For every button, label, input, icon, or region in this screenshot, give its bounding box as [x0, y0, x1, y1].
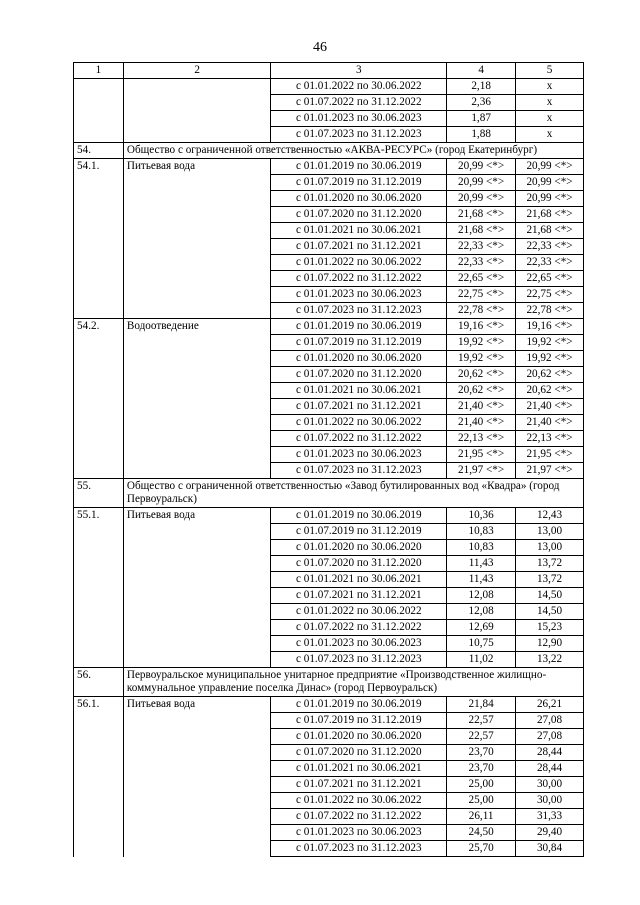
section-number: 55.	[74, 479, 124, 508]
item-number	[74, 303, 124, 319]
period-cell: с 01.01.2022 по 30.06.2022	[271, 415, 447, 431]
period-cell: с 01.07.2022 по 31.12.2022	[271, 95, 447, 111]
value-col4: 2,18	[447, 79, 516, 95]
table-row	[74, 463, 584, 479]
period-cell: с 01.07.2020 по 31.12.2020	[271, 367, 447, 383]
item-number	[74, 777, 124, 793]
section-name: Общество с ограниченной ответственностью «Завод бутилированных вод «Квадра» (город Первоуральск)	[123, 479, 583, 508]
period-cell: с 01.07.2023 по 31.12.2023	[271, 303, 447, 319]
value-col5: 14,50	[516, 588, 584, 604]
service-name	[123, 636, 271, 652]
item-number	[74, 127, 124, 143]
value-col5: 29,40	[516, 825, 584, 841]
period-cell: с 01.07.2020 по 31.12.2020	[271, 745, 447, 761]
value-col5: 20,62 <*>	[516, 383, 584, 399]
section-row	[74, 143, 584, 159]
value-col4: 12,08	[447, 604, 516, 620]
service-name	[123, 399, 271, 415]
header-cell: 4	[447, 63, 516, 79]
table-row	[74, 636, 584, 652]
value-col4: 25,00	[447, 793, 516, 809]
table-row	[74, 223, 584, 239]
value-col5: 21,68 <*>	[516, 223, 584, 239]
value-col4: 20,62 <*>	[447, 367, 516, 383]
table-row	[74, 351, 584, 367]
item-number	[74, 111, 124, 127]
value-col4: 21,68 <*>	[447, 207, 516, 223]
table-row	[74, 271, 584, 287]
value-col5: 31,33	[516, 809, 584, 825]
item-number	[74, 825, 124, 841]
value-col4: 22,33 <*>	[447, 255, 516, 271]
item-number	[74, 524, 124, 540]
item-number: 56.1.	[74, 697, 124, 713]
service-name: Питьевая вода	[123, 159, 271, 175]
value-col5: 22,65 <*>	[516, 271, 584, 287]
item-number	[74, 463, 124, 479]
table-row	[74, 415, 584, 431]
period-cell: с 01.01.2019 по 30.06.2019	[271, 697, 447, 713]
service-name	[123, 255, 271, 271]
value-col5: 28,44	[516, 745, 584, 761]
value-col4: 10,75	[447, 636, 516, 652]
period-cell: с 01.07.2022 по 31.12.2022	[271, 620, 447, 636]
service-name: Питьевая вода	[123, 697, 271, 713]
period-cell: с 01.01.2023 по 30.06.2023	[271, 111, 447, 127]
value-col4: 21,68 <*>	[447, 223, 516, 239]
value-col4: 22,57	[447, 729, 516, 745]
period-cell: с 01.07.2023 по 31.12.2023	[271, 463, 447, 479]
service-name	[123, 127, 271, 143]
service-name	[123, 604, 271, 620]
period-cell: с 01.07.2023 по 31.12.2023	[271, 841, 447, 857]
item-number	[74, 841, 124, 857]
value-col5: 20,99 <*>	[516, 191, 584, 207]
period-cell: с 01.07.2020 по 31.12.2020	[271, 556, 447, 572]
value-col5: 27,08	[516, 729, 584, 745]
period-cell: с 01.07.2019 по 31.12.2019	[271, 335, 447, 351]
period-cell: с 01.01.2022 по 30.06.2022	[271, 793, 447, 809]
value-col4: 22,57	[447, 713, 516, 729]
section-name: Первоуральское муниципальное унитарное предприятие «Производственное жилищно-коммунальное управление поселка Динас» (город Первоуральск)	[123, 668, 583, 697]
period-cell: с 01.01.2021 по 30.06.2021	[271, 572, 447, 588]
service-name	[123, 79, 271, 95]
value-col4: 22,78 <*>	[447, 303, 516, 319]
value-col4: 19,92 <*>	[447, 335, 516, 351]
item-number	[74, 620, 124, 636]
value-col5: 20,62 <*>	[516, 367, 584, 383]
item-number	[74, 604, 124, 620]
value-col4: 22,75 <*>	[447, 287, 516, 303]
table-row	[74, 239, 584, 255]
item-number	[74, 761, 124, 777]
service-name: Питьевая вода	[123, 508, 271, 524]
value-col5: 19,16 <*>	[516, 319, 584, 335]
item-number	[74, 79, 124, 95]
value-col5: 21,40 <*>	[516, 415, 584, 431]
value-col4: 23,70	[447, 745, 516, 761]
table-row	[74, 540, 584, 556]
value-col4: 21,40 <*>	[447, 399, 516, 415]
value-col4: 23,70	[447, 761, 516, 777]
value-col5: 22,33 <*>	[516, 239, 584, 255]
value-col4: 20,99 <*>	[447, 191, 516, 207]
value-col4: 25,70	[447, 841, 516, 857]
value-col5: 13,72	[516, 572, 584, 588]
period-cell: с 01.01.2020 по 30.06.2020	[271, 729, 447, 745]
header-cell: 2	[123, 63, 271, 79]
service-name	[123, 303, 271, 319]
service-name	[123, 825, 271, 841]
table-row	[74, 777, 584, 793]
item-number	[74, 745, 124, 761]
service-name	[123, 540, 271, 556]
table-row	[74, 175, 584, 191]
table-row	[74, 841, 584, 857]
value-col5: 22,75 <*>	[516, 287, 584, 303]
table-row	[74, 447, 584, 463]
value-col4: 22,33 <*>	[447, 239, 516, 255]
value-col4: 12,08	[447, 588, 516, 604]
value-col4: 12,69	[447, 620, 516, 636]
tariff-table	[73, 62, 584, 857]
value-col5: х	[516, 79, 584, 95]
service-name	[123, 207, 271, 223]
table-row	[74, 572, 584, 588]
item-number	[74, 556, 124, 572]
table-row	[74, 793, 584, 809]
value-col4: 21,40 <*>	[447, 415, 516, 431]
service-name	[123, 652, 271, 668]
service-name	[123, 793, 271, 809]
page-number: 46	[313, 40, 327, 55]
section-row	[74, 479, 584, 508]
value-col5: 30,00	[516, 777, 584, 793]
section-number: 56.	[74, 668, 124, 697]
item-number	[74, 383, 124, 399]
value-col5: 15,23	[516, 620, 584, 636]
value-col5: 30,84	[516, 841, 584, 857]
period-cell: с 01.01.2020 по 30.06.2020	[271, 191, 447, 207]
value-col5: 30,00	[516, 793, 584, 809]
value-col4: 10,83	[447, 524, 516, 540]
table-row	[74, 319, 584, 335]
table-row	[74, 761, 584, 777]
item-number	[74, 431, 124, 447]
service-name	[123, 777, 271, 793]
period-cell: с 01.07.2023 по 31.12.2023	[271, 127, 447, 143]
service-name	[123, 335, 271, 351]
item-number	[74, 351, 124, 367]
section-name: Общество с ограниченной ответственностью «АКВА-РЕСУРС» (город Екатеринбург)	[123, 143, 583, 159]
value-col5: х	[516, 111, 584, 127]
period-cell: с 01.01.2022 по 30.06.2022	[271, 79, 447, 95]
table-row	[74, 399, 584, 415]
period-cell: с 01.07.2019 по 31.12.2019	[271, 524, 447, 540]
service-name	[123, 841, 271, 857]
table-row	[74, 652, 584, 668]
value-col4: 1,87	[447, 111, 516, 127]
service-name	[123, 223, 271, 239]
item-number	[74, 207, 124, 223]
item-number	[74, 271, 124, 287]
service-name	[123, 761, 271, 777]
item-number	[74, 287, 124, 303]
service-name	[123, 620, 271, 636]
value-col4: 26,11	[447, 809, 516, 825]
service-name	[123, 572, 271, 588]
period-cell: с 01.01.2023 по 30.06.2023	[271, 825, 447, 841]
table-row	[74, 604, 584, 620]
service-name	[123, 809, 271, 825]
value-col5: 13,00	[516, 540, 584, 556]
period-cell: с 01.07.2019 по 31.12.2019	[271, 175, 447, 191]
period-cell: с 01.01.2023 по 30.06.2023	[271, 447, 447, 463]
period-cell: с 01.01.2022 по 30.06.2022	[271, 255, 447, 271]
service-name	[123, 588, 271, 604]
value-col5: 27,08	[516, 713, 584, 729]
value-col5: 19,92 <*>	[516, 351, 584, 367]
value-col5: х	[516, 127, 584, 143]
value-col4: 25,00	[447, 777, 516, 793]
value-col5: 21,97 <*>	[516, 463, 584, 479]
period-cell: с 01.07.2019 по 31.12.2019	[271, 713, 447, 729]
period-cell: с 01.07.2021 по 31.12.2021	[271, 777, 447, 793]
value-col4: 24,50	[447, 825, 516, 841]
table-row	[74, 207, 584, 223]
period-cell: с 01.07.2021 по 31.12.2021	[271, 239, 447, 255]
value-col5: 21,95 <*>	[516, 447, 584, 463]
item-number	[74, 175, 124, 191]
value-col4: 21,97 <*>	[447, 463, 516, 479]
period-cell: с 01.07.2022 по 31.12.2022	[271, 809, 447, 825]
table-row	[74, 713, 584, 729]
value-col5: 22,78 <*>	[516, 303, 584, 319]
table-row	[74, 620, 584, 636]
value-col5: 19,92 <*>	[516, 335, 584, 351]
period-cell: с 01.07.2021 по 31.12.2021	[271, 399, 447, 415]
header-cell: 3	[271, 63, 447, 79]
service-name	[123, 729, 271, 745]
service-name	[123, 745, 271, 761]
value-col5: 26,21	[516, 697, 584, 713]
service-name	[123, 191, 271, 207]
value-col4: 19,16 <*>	[447, 319, 516, 335]
item-number	[74, 793, 124, 809]
value-col4: 11,43	[447, 572, 516, 588]
table-row	[74, 745, 584, 761]
table-body	[74, 63, 584, 857]
item-number	[74, 447, 124, 463]
service-name	[123, 713, 271, 729]
value-col5: 22,33 <*>	[516, 255, 584, 271]
item-number	[74, 367, 124, 383]
item-number	[74, 415, 124, 431]
item-number: 54.1.	[74, 159, 124, 175]
item-number	[74, 95, 124, 111]
value-col5: 13,72	[516, 556, 584, 572]
service-name	[123, 415, 271, 431]
table-row	[74, 556, 584, 572]
value-col5: 28,44	[516, 761, 584, 777]
period-cell: с 01.01.2020 по 30.06.2020	[271, 540, 447, 556]
table-row	[74, 191, 584, 207]
item-number	[74, 652, 124, 668]
service-name	[123, 431, 271, 447]
period-cell: с 01.01.2019 по 30.06.2019	[271, 508, 447, 524]
value-col5: 22,13 <*>	[516, 431, 584, 447]
section-number: 54.	[74, 143, 124, 159]
value-col4: 20,99 <*>	[447, 175, 516, 191]
service-name: Водоотведение	[123, 319, 271, 335]
service-name	[123, 524, 271, 540]
value-col4: 21,95 <*>	[447, 447, 516, 463]
table-row	[74, 729, 584, 745]
header-cell: 1	[74, 63, 124, 79]
period-cell: с 01.01.2023 по 30.06.2023	[271, 287, 447, 303]
service-name	[123, 556, 271, 572]
period-cell: с 01.01.2022 по 30.06.2022	[271, 604, 447, 620]
value-col5: х	[516, 95, 584, 111]
item-number	[74, 713, 124, 729]
period-cell: с 01.01.2021 по 30.06.2021	[271, 223, 447, 239]
period-cell: с 01.07.2020 по 31.12.2020	[271, 207, 447, 223]
item-number	[74, 540, 124, 556]
table-row	[74, 508, 584, 524]
service-name	[123, 367, 271, 383]
value-col5: 13,22	[516, 652, 584, 668]
value-col4: 11,43	[447, 556, 516, 572]
section-row	[74, 668, 584, 697]
table-row	[74, 524, 584, 540]
value-col4: 22,65 <*>	[447, 271, 516, 287]
value-col4: 20,62 <*>	[447, 383, 516, 399]
value-col4: 1,88	[447, 127, 516, 143]
period-cell: с 01.07.2022 по 31.12.2022	[271, 431, 447, 447]
table-row	[74, 111, 584, 127]
table-row	[74, 335, 584, 351]
table-row	[74, 367, 584, 383]
table-row	[74, 825, 584, 841]
item-number	[74, 399, 124, 415]
header-row	[74, 63, 584, 79]
item-number	[74, 809, 124, 825]
value-col4: 21,84	[447, 697, 516, 713]
table-row	[74, 159, 584, 175]
period-cell: с 01.01.2021 по 30.06.2021	[271, 383, 447, 399]
table-row	[74, 303, 584, 319]
value-col4: 20,99 <*>	[447, 159, 516, 175]
item-number	[74, 729, 124, 745]
value-col4: 2,36	[447, 95, 516, 111]
value-col4: 19,92 <*>	[447, 351, 516, 367]
table-row	[74, 127, 584, 143]
period-cell: с 01.01.2021 по 30.06.2021	[271, 761, 447, 777]
value-col5: 20,99 <*>	[516, 159, 584, 175]
period-cell: с 01.07.2021 по 31.12.2021	[271, 588, 447, 604]
item-number	[74, 335, 124, 351]
table-row	[74, 79, 584, 95]
item-number	[74, 255, 124, 271]
value-col4: 11,02	[447, 652, 516, 668]
item-number: 55.1.	[74, 508, 124, 524]
period-cell: с 01.01.2023 по 30.06.2023	[271, 636, 447, 652]
period-cell: с 01.01.2020 по 30.06.2020	[271, 351, 447, 367]
header-cell: 5	[516, 63, 584, 79]
period-cell: с 01.07.2023 по 31.12.2023	[271, 652, 447, 668]
table-row	[74, 431, 584, 447]
service-name	[123, 287, 271, 303]
value-col4: 10,36	[447, 508, 516, 524]
value-col5: 21,40 <*>	[516, 399, 584, 415]
service-name	[123, 463, 271, 479]
service-name	[123, 271, 271, 287]
service-name	[123, 239, 271, 255]
service-name	[123, 175, 271, 191]
service-name	[123, 111, 271, 127]
item-number	[74, 191, 124, 207]
table-row	[74, 287, 584, 303]
table-row	[74, 255, 584, 271]
service-name	[123, 95, 271, 111]
table-row	[74, 588, 584, 604]
value-col5: 12,43	[516, 508, 584, 524]
table-row	[74, 809, 584, 825]
value-col5: 13,00	[516, 524, 584, 540]
value-col5: 14,50	[516, 604, 584, 620]
period-cell: с 01.01.2019 по 30.06.2019	[271, 319, 447, 335]
item-number	[74, 572, 124, 588]
table-row	[74, 383, 584, 399]
value-col5: 20,99 <*>	[516, 175, 584, 191]
table-row	[74, 697, 584, 713]
item-number	[74, 588, 124, 604]
value-col5: 21,68 <*>	[516, 207, 584, 223]
service-name	[123, 447, 271, 463]
item-number: 54.2.	[74, 319, 124, 335]
item-number	[74, 223, 124, 239]
value-col5: 12,90	[516, 636, 584, 652]
period-cell: с 01.01.2019 по 30.06.2019	[271, 159, 447, 175]
item-number	[74, 636, 124, 652]
service-name	[123, 351, 271, 367]
value-col4: 22,13 <*>	[447, 431, 516, 447]
service-name	[123, 383, 271, 399]
period-cell: с 01.07.2022 по 31.12.2022	[271, 271, 447, 287]
table-row	[74, 95, 584, 111]
value-col4: 10,83	[447, 540, 516, 556]
item-number	[74, 239, 124, 255]
